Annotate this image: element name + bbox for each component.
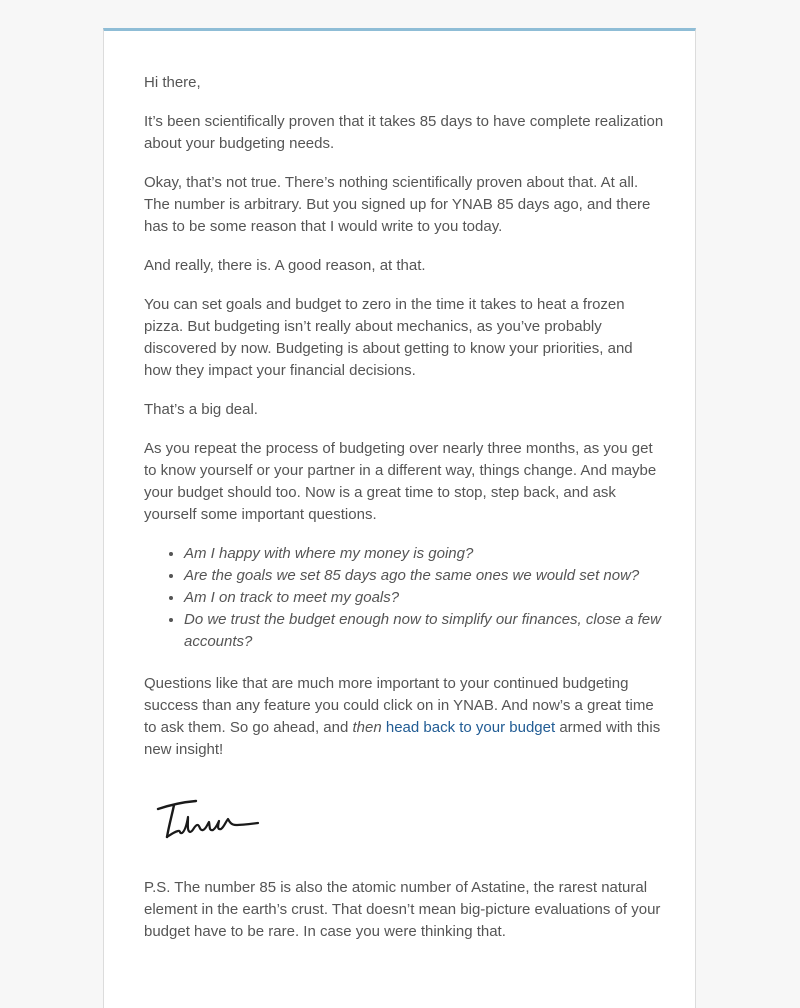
paragraph-7-text-before: Questions like that are much more important to your continued budgeting success than any feature you could click on in YNAB. And now’s a great time to ask them. So go ahead, and: [144, 675, 654, 736]
paragraph-2: Okay, that’s not true. There’s nothing scientifically proven about that. At all. The number is arbitrary. But you signed up for YNAB 85 days ago, and there has to be some reason that I would write to you today.: [144, 174, 651, 235]
paragraph-4: You can set goals and budget to zero in the time it takes to heat a frozen pizza. But budgeting isn’t really about mechanics, as you’ve probably discovered by now. Budgeting is about getting to know your priorities, and how they impact your financial decisions.: [144, 296, 633, 379]
greeting: Hi there,: [144, 74, 201, 91]
email-body: [144, 72, 664, 960]
paragraph-1: It’s been scientifically proven that it takes 85 days to have complete realization about your budgeting needs.: [144, 113, 664, 152]
postscript: P.S. The number 85 is also the atomic number of Astatine, the rarest natural element in the earth’s crust. That doesn’t mean big-picture evaluations of your budget have to be rare. In case you were thinking that.: [144, 879, 661, 940]
email-card: [103, 28, 696, 1008]
paragraph-3: And really, there is. A good reason, at that.: [144, 257, 426, 274]
list-item: • Are the goals we set 85 days ago the same ones we would set now?: [184, 565, 664, 587]
head-back-to-budget-link[interactable]: head back to your budget: [385, 719, 556, 736]
signature-image: [154, 795, 266, 847]
list-item: • Am I on track to meet my goals?: [184, 587, 664, 609]
list-item: • Am I happy with where my money is going?: [184, 543, 664, 565]
questions-list: [144, 543, 664, 653]
list-item: • Do we trust the budget enough now to simplify our finances, close a few accounts?: [184, 609, 664, 653]
paragraph-6: As you repeat the process of budgeting over nearly three months, as you get to know yourself or your partner in a different way, things change. And maybe your budget should too. Now is a great time to stop, step back, and ask yourself some important questions.: [144, 440, 657, 523]
paragraph-7-text-after: armed with this new insight!: [144, 719, 661, 758]
paragraph-5: That’s a big deal.: [144, 401, 258, 418]
paragraph-7-emphasis: then: [352, 719, 382, 736]
paragraph-7: [144, 673, 664, 761]
